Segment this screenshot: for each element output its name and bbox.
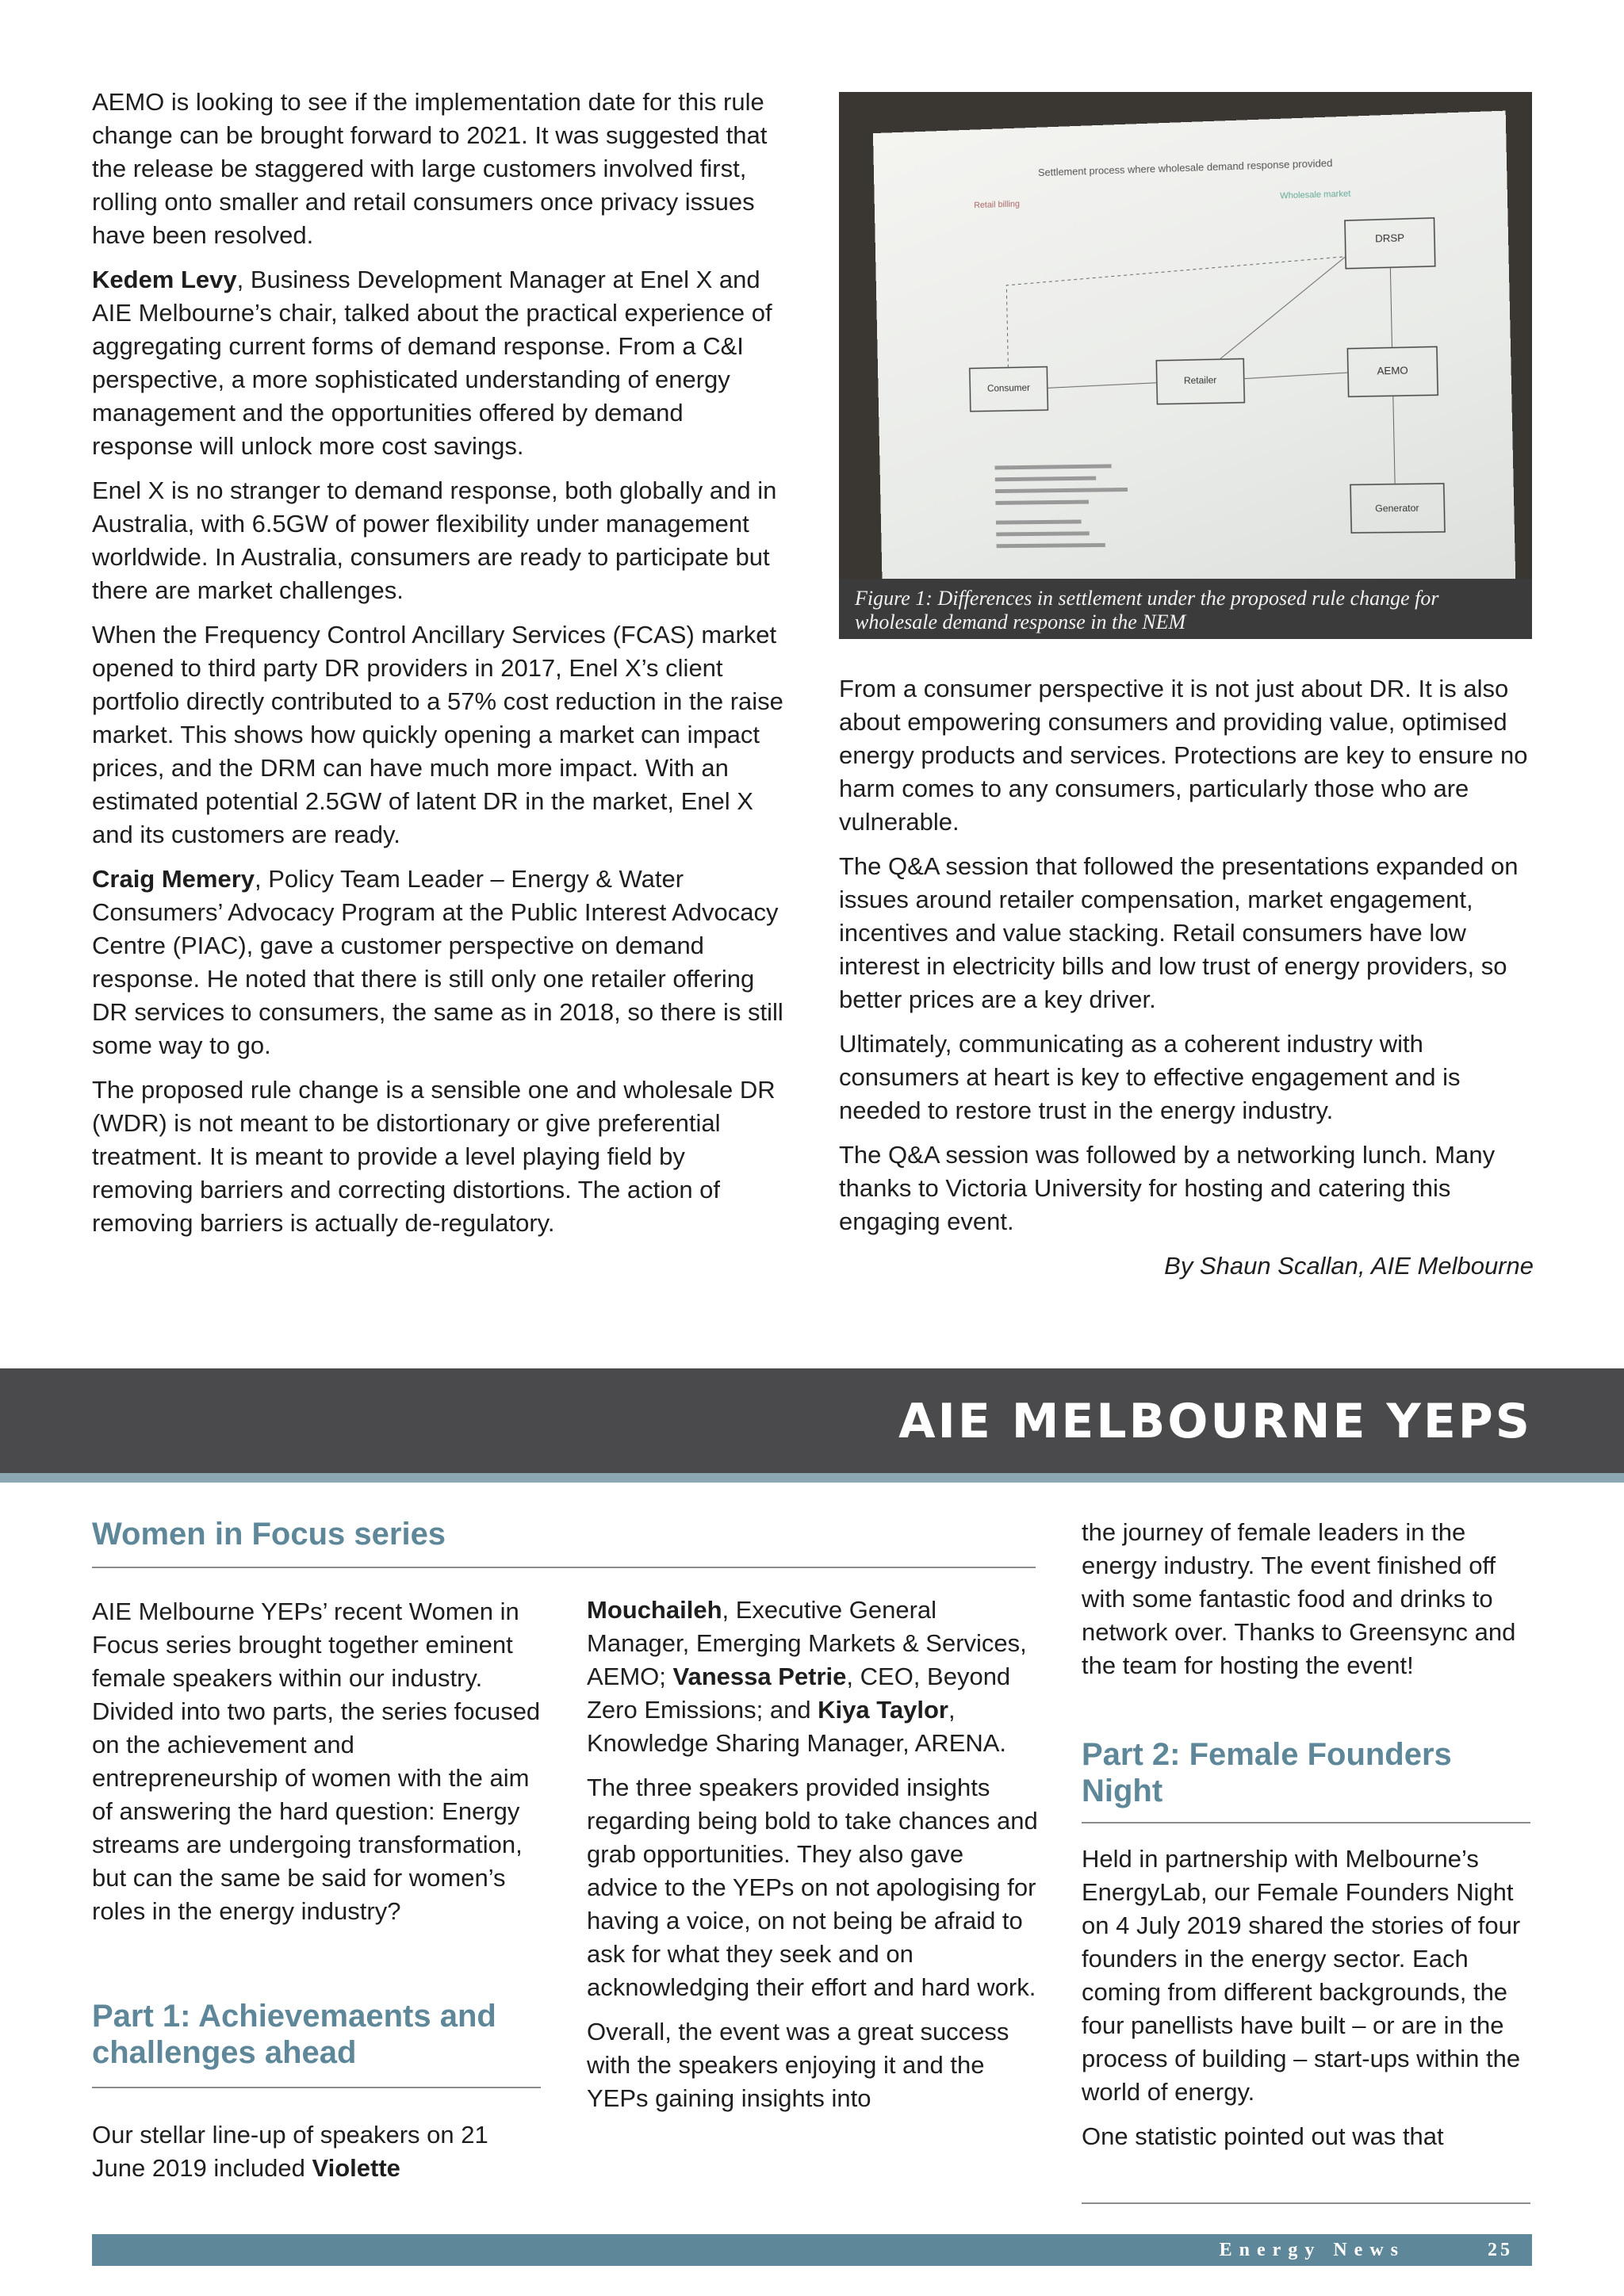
paragraph-text: , Knowledge Sharing Manager, ARENA. (587, 1696, 1007, 1757)
projected-slide (873, 111, 1516, 592)
retail-billing-label: Retail billing (974, 199, 1021, 211)
yeps-column-2 (587, 1594, 1039, 2126)
paragraph: The Q&A session was followed by a networking lunch. Many thanks to Victoria University for hosting and catering this engaging event. (839, 1141, 1496, 1235)
paragraph: Enel X is no stranger to demand response, both globally and in Australia, with 6.5GW of power flexibility under management worldwide. In Australia, consumers are ready to participate but there are market challenges. (92, 476, 777, 604)
yeps-column-1 (92, 1595, 544, 1939)
paragraph: The proposed rule change is a sensible one and wholesale DR (WDR) is not meant to be distortionary or give preferential treatment. It is meant to provide a level playing field by removing barriers and correcting distortions. The action of removing barriers is actually de-regulatory. (92, 1076, 776, 1237)
arrow (1244, 373, 1349, 379)
figure-caption: Figure 1: Differences in settlement under the proposed rule change for wholesale demand response in the NEM (839, 579, 1532, 639)
paragraph (92, 863, 787, 1062)
paragraph: Held in partnership with Melbourne’s EnergyLab, our Female Founders Night on 4 July 2019 shared the stories of four founders in the energy sector. Each coming from different backgrounds, the four panellists have built – or are in the process of building – start-ups within the world of energy. (1082, 1845, 1521, 2106)
paragraph: AEMO is looking to see if the implementation date for this rule change can be brought forward to 2021. It was suggested that the release be staggered with large customers involved first, rolling onto smaller and retail consumers once privacy issues have been resolved. (92, 88, 768, 249)
heading-rule (92, 2087, 541, 2088)
paragraph: One statistic pointed out was that (1082, 2122, 1444, 2150)
arrow (1217, 257, 1347, 360)
heading-rule (1082, 1822, 1530, 1823)
paragraph: When the Frequency Control Ancillary Services (FCAS) market opened to third party DR providers in 2017, Enel X’s client portfolio directly contributed to a 57% cost reduction in the raise market. This shows how quickly opening a market can impact prices, and the DRM can have much more impact. With an estimated potential 2.5GW of latent DR in the market, Enel X and its customers are ready. (92, 621, 783, 848)
paragraph (92, 2118, 544, 2185)
article-right-column (839, 672, 1534, 1283)
slide-notes (994, 464, 1128, 548)
yeps-column-3 (1082, 1516, 1534, 1693)
banner-stripe (0, 1473, 1624, 1483)
part2-heading: Part 2: Female Founders Night (1082, 1737, 1452, 1808)
yeps-column-3-continued (1082, 1843, 1534, 2164)
person-name: Violette (312, 2154, 400, 2182)
settlement-diagram (873, 111, 1516, 592)
figure-photo (839, 92, 1532, 639)
paragraph: The three speakers provided insights regarding being bold to take chances and grab opportunities. They also gave advice to the YEPs on not apologising for having a voice, on not being be afraid to ask for what they seek and on acknowledging their effort and hard work. (587, 1774, 1038, 2001)
paragraph: From a consumer perspective it is not just about DR. It is also about empowering consumers and providing value, optimised energy products and services. Protections are key to ensure no harm comes to any consumers, particularly those who are vulnerable. (839, 675, 1528, 836)
arrow (1048, 383, 1157, 388)
retailer-label: Retailer (1183, 374, 1217, 387)
drsp-label: DRSP (1374, 232, 1405, 245)
dashed-arrow (1006, 257, 1348, 368)
person-name: Vanessa Petrie (672, 1663, 847, 1690)
paragraph-text: , Business Development Manager at Enel X and AIE Melbourne’s chair, talked about the practical experience of aggregating current forms of demand response. From a C&I perspective, a more sophisticated understanding of energy management and the opportunities offered by demand response will unlock more cost savings. (92, 266, 772, 460)
paragraph-text: Our stellar line-up of speakers on 21 June 2019 included (92, 2121, 488, 2182)
publication-name: Energy News (1219, 2240, 1405, 2260)
paragraph: the journey of female leaders in the energy industry. The event finished off with some fantastic food and drinks to network over. Thanks to Greensync and the team for hosting the event! (1082, 1518, 1516, 1679)
arrow (1393, 396, 1395, 484)
person-name: Mouchaileh (587, 1596, 722, 1624)
person-name: Craig Memery (92, 865, 255, 893)
byline: By Shaun Scallan, AIE Melbourne (1164, 1252, 1534, 1280)
part1-heading: Part 1: Achievemaents and challenges ahead (92, 1999, 496, 2070)
section-banner-title: AIE MELBOURNE YEPS (898, 1394, 1532, 1449)
article-left-column (92, 86, 787, 1251)
section-title: Women in Focus series (92, 1517, 446, 1552)
section-rule (92, 1567, 1036, 1568)
paragraph-text: , Executive General Manager, Emerging Markets & Services, AEMO; (587, 1596, 1027, 1690)
wholesale-market-label: Wholesale market (1280, 189, 1351, 201)
paragraph: The Q&A session that followed the presentations expanded on issues around retailer compensation, market engagement, incentives and value stacking. Retail consumers have low interest in electricity bills and low trust of energy providers, so better prices are a key driver. (839, 852, 1519, 1013)
generator-label: Generator (1375, 502, 1419, 515)
arrow (1390, 267, 1392, 347)
person-name: Kedem Levy (92, 266, 237, 293)
paragraph: Overall, the event was a great success with the speakers enjoying it and the YEPs gaining insights into (587, 2018, 1009, 2112)
paragraph (587, 1594, 1039, 1760)
person-name: Kiya Taylor (818, 1696, 948, 1724)
paragraph (92, 263, 787, 463)
page-footer (92, 2234, 1532, 2266)
aemo-label: AEMO (1377, 364, 1408, 377)
paragraph: Ultimately, communicating as a coherent industry with consumers at heart is key to effective engagement and is needed to restore trust in the energy industry. (839, 1030, 1461, 1124)
bottom-rule (1082, 2202, 1530, 2204)
paragraph-text: , Policy Team Leader – Energy & Water Consumers’ Advocacy Program at the Public Interest Advocacy Centre (PIAC), gave a customer perspective on demand response. He noted that there is still only one retailer offering DR services to consumers, the same as in 2018, so there is still some way to go. (92, 865, 783, 1059)
yeps-column-1-continued (92, 2118, 544, 2196)
slide-title: Settlement process where wholesale demand response provided (1037, 156, 1333, 179)
page-number: 25 (1488, 2240, 1513, 2260)
paragraph-text: , CEO, Beyond Zero Emissions; and (587, 1663, 1011, 1724)
paragraph: AIE Melbourne YEPs’ recent Women in Focus series brought together eminent female speakers within our industry. Divided into two parts, the series focused on the achievement and entrepreneurship of women with the aim of answering the hard question: Energy streams are undergoing transformation, but can the same be said for women’s roles in the energy industry? (92, 1598, 541, 1925)
consumer-label: Consumer (986, 381, 1031, 394)
